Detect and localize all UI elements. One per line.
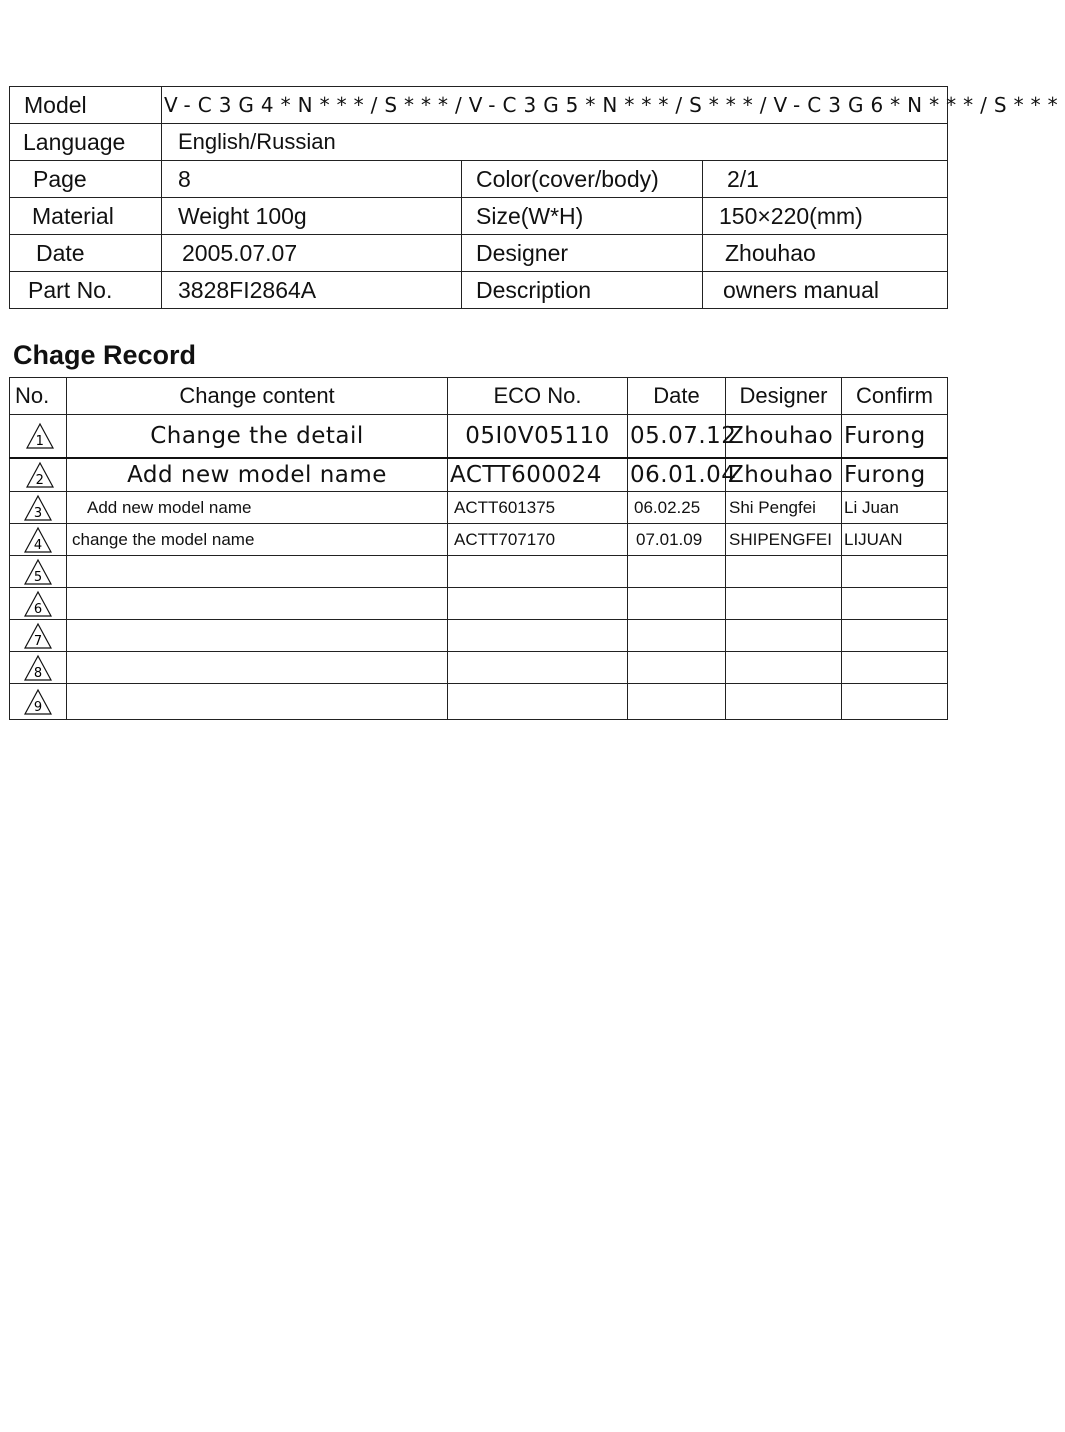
table-row — [10, 684, 948, 720]
row-eco — [448, 652, 628, 684]
material-label: Material — [10, 198, 162, 235]
row-eco — [448, 620, 628, 652]
partno-value: 3828FI2864A — [162, 272, 462, 309]
row-number-cell — [10, 415, 67, 459]
row-date — [628, 556, 726, 588]
row-designer: Zhouhao — [726, 415, 842, 459]
table-row — [10, 556, 948, 588]
row-designer — [726, 652, 842, 684]
row-number-cell — [10, 620, 67, 652]
language-label: Language — [10, 124, 162, 161]
table-row — [10, 588, 948, 620]
header-eco: ECO No. — [448, 378, 628, 415]
row-number-cell — [10, 684, 67, 720]
row-confirm: Furong — [842, 415, 948, 459]
row-number-cell — [10, 458, 67, 492]
date-value: 2005.07.07 — [162, 235, 462, 272]
revision-number: 3 — [33, 505, 43, 521]
row-content — [67, 620, 448, 652]
description-value: owners manual — [703, 272, 948, 309]
row-content — [67, 588, 448, 620]
row-confirm — [842, 684, 948, 720]
spec-row-date — [10, 235, 948, 272]
row-content — [67, 652, 448, 684]
row-eco: ACTT601375 — [448, 492, 628, 524]
row-content: change the model name — [67, 524, 448, 556]
row-eco — [448, 556, 628, 588]
row-number-cell — [10, 556, 67, 588]
row-number-cell — [10, 524, 67, 556]
row-number-cell — [10, 652, 67, 684]
color-value: 2/1 — [703, 161, 948, 198]
revision-number: 1 — [35, 434, 45, 449]
record-header-row — [10, 378, 948, 415]
row-content: Add new model name — [67, 492, 448, 524]
table-row — [10, 458, 948, 492]
color-label: Color(cover/body) — [462, 161, 703, 198]
row-designer — [726, 556, 842, 588]
row-date: 06.01.04 — [628, 458, 726, 492]
spec-table — [9, 86, 1065, 309]
row-content: Change the detail — [67, 415, 448, 459]
row-designer: SHIPENGFEI — [726, 524, 842, 556]
row-date: 06.02.25 — [628, 492, 726, 524]
row-content — [67, 684, 448, 720]
revision-triangle-icon — [24, 623, 52, 649]
row-eco: ACTT600024 — [448, 458, 628, 492]
revision-number: 5 — [33, 569, 43, 585]
row-designer — [726, 588, 842, 620]
spec-row-partno — [10, 272, 948, 309]
designer-label: Designer — [462, 235, 703, 272]
row-content — [67, 556, 448, 588]
partno-label: Part No. — [10, 272, 162, 309]
model-label: Model — [10, 87, 162, 124]
revision-number: 6 — [33, 601, 43, 617]
row-confirm — [842, 620, 948, 652]
row-eco — [448, 588, 628, 620]
row-date — [628, 588, 726, 620]
row-number-cell — [10, 492, 67, 524]
revision-triangle-icon — [24, 655, 52, 681]
table-row — [10, 415, 948, 459]
row-designer — [726, 620, 842, 652]
header-content: Change content — [67, 378, 448, 415]
language-value: English/Russian — [162, 124, 948, 161]
row-date — [628, 684, 726, 720]
revision-triangle-icon — [24, 527, 52, 553]
spec-row-model — [10, 87, 948, 124]
header-date: Date — [628, 378, 726, 415]
change-record-table — [9, 377, 948, 720]
spec-row-language — [10, 124, 948, 161]
size-label: Size(W*H) — [462, 198, 703, 235]
table-row — [10, 620, 948, 652]
row-eco — [448, 684, 628, 720]
row-designer — [726, 684, 842, 720]
table-row — [10, 652, 948, 684]
row-designer: Shi Pengfei — [726, 492, 842, 524]
header-designer: Designer — [726, 378, 842, 415]
row-eco: ACTT707170 — [448, 524, 628, 556]
revision-triangle-icon — [26, 423, 54, 449]
row-date: 05.07.12 — [628, 415, 726, 459]
row-confirm: LIJUAN — [842, 524, 948, 556]
revision-number: 4 — [33, 537, 43, 553]
row-date: 07.01.09 — [628, 524, 726, 556]
revision-triangle-icon — [24, 591, 52, 617]
row-eco: 05I0V05110 — [448, 415, 628, 459]
designer-value: Zhouhao — [703, 235, 948, 272]
model-value: V-C3G4*N***/S***/V-C3G5*N***/S***/V-C3G6*N***/S*** — [162, 87, 948, 124]
table-row — [10, 492, 948, 524]
page-value: 8 — [162, 161, 462, 198]
spec-row-material — [10, 198, 948, 235]
row-confirm — [842, 556, 948, 588]
description-label: Description — [462, 272, 703, 309]
page-label: Page — [10, 161, 162, 198]
row-content: Add new model name — [67, 458, 448, 492]
row-confirm: Li Juan — [842, 492, 948, 524]
revision-triangle-icon — [24, 495, 52, 521]
header-no: No. — [10, 378, 67, 415]
row-confirm: Furong — [842, 458, 948, 492]
date-label: Date — [10, 235, 162, 272]
revision-number: 2 — [35, 473, 45, 488]
revision-number: 9 — [33, 699, 43, 715]
spec-row-page — [10, 161, 948, 198]
row-date — [628, 652, 726, 684]
revision-number: 8 — [33, 665, 43, 681]
revision-triangle-icon — [24, 689, 52, 715]
size-value: 150×220(mm) — [703, 198, 948, 235]
table-row — [10, 524, 948, 556]
row-confirm — [842, 652, 948, 684]
revision-triangle-icon — [24, 559, 52, 585]
header-confirm: Confirm — [842, 378, 948, 415]
revision-number: 7 — [33, 633, 43, 649]
row-designer: Zhouhao — [726, 458, 842, 492]
material-value: Weight 100g — [162, 198, 462, 235]
revision-triangle-icon — [26, 462, 54, 488]
row-confirm — [842, 588, 948, 620]
change-record-title: Chage Record — [13, 340, 197, 370]
row-date — [628, 620, 726, 652]
row-number-cell — [10, 588, 67, 620]
